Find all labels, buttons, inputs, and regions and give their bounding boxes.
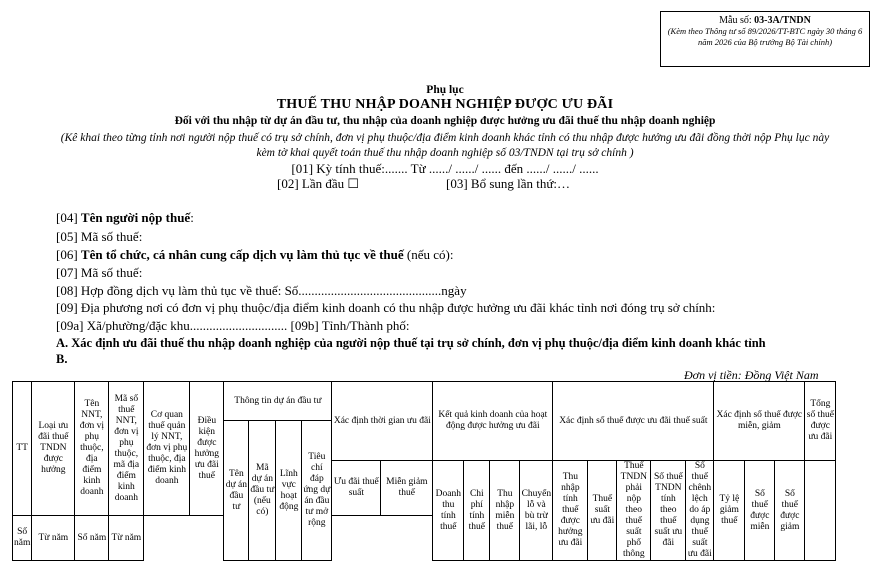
col-rate-from-year: Từ năm <box>32 516 75 561</box>
col-tax-standard-rate: Thuế TNDN phải nộp theo thuế suất phổ thông <box>617 461 651 561</box>
currency-unit: Đơn vị tiền: Đồng Việt Nam <box>684 368 819 382</box>
col-field-of-activity: Lĩnh vực hoạt động <box>276 421 302 561</box>
col-exempt-years: Số năm <box>75 516 109 561</box>
col-project-name: Tên dự án đầu tư <box>224 421 249 561</box>
col-tax-authority: Cơ quan thuế quản lý NNT, đơn vị phụ thuộc, địa điểm kinh doanh <box>144 382 190 516</box>
field-tax-id[interactable]: [05] Mã số thuế: <box>56 229 143 244</box>
col-incentive-type: Loại ưu đãi thuế TNDN được hưởng <box>32 382 75 516</box>
col-tax-difference: Số thuế chênh lệch do áp dụng thuế suất ưu đãi <box>686 461 714 561</box>
col-expansion-criteria: Tiêu chí đáp ứng dự án đầu tư mở rộng <box>302 421 332 561</box>
col-expenses: Chi phí tính thuế <box>464 461 490 561</box>
field-locality[interactable]: [09] Địa phương nơi có đơn vị phụ thuộc/địa điểm kinh doanh có thu nhập được hưởng ưu đãi khác tỉnh nơi đóng trụ sở chính: <box>56 300 716 315</box>
col-loss-carryforward: Chuyển lỗ và bù trừ lãi, lỗ <box>520 461 553 561</box>
col-taxable-income: Thu nhập tính thuế được hưởng ưu đãi <box>553 461 588 561</box>
instruction-note: (Kê khai theo từng tỉnh nơi người nộp thuế có trụ sở chính, đơn vị phụ thuộc/địa điểm kinh doanh khác tỉnh có thu nhập được hưởng ưu đãi đồng thời nộp Phụ lục này kèm tờ khai quyết toán thuế thu nhập doanh nghiệp số 03/TNDN tại trụ sở chính ) <box>60 132 830 159</box>
field-ward-province[interactable]: [09a] Xã/phường/đặc khu.............................. [09b] Tỉnh/Thành phố: <box>56 318 410 333</box>
col-revenue: Doanh thu tính thuế <box>433 461 464 561</box>
field-agent-name[interactable]: [06] Tên tổ chức, cá nhân cung cấp dịch vụ làm thủ tục về thuế (nếu có): <box>56 247 454 262</box>
col-project-code: Mã dự án đầu tư (nếu có) <box>249 421 276 561</box>
group-tax-rate-incentive-period: Ưu đãi thuế suất <box>332 461 381 516</box>
col-conditions: Điều kiện được hưởng ưu đãi thuế <box>190 382 224 516</box>
col-tax-code: Mã số thuế NNT, đơn vị phụ thuộc, mã địa điểm kinh doanh <box>109 382 144 516</box>
first-time-checkbox[interactable]: [02] Lần đầu ☐ <box>277 176 360 191</box>
group-exemption-period: Miễn giảm thuế <box>381 461 433 516</box>
group-exemption-reduction: Xác định số thuế được miễn, giảm <box>714 382 805 461</box>
group-tax-rate-incentive: Xác định số thuế được ưu đãi thuế suất <box>553 382 714 461</box>
form-code: Mẫu số: 03-3A/TNDN <box>719 15 811 26</box>
form-code-note: (Kèm theo Thông tư số 89/2026/TT-BTC ngày 30 tháng 6 năm 2026 của Bộ trưởng Bộ Tài chính) <box>667 26 863 47</box>
group-project-info: Thông tin dự án đầu tư <box>224 382 332 421</box>
form-code-box <box>660 11 870 67</box>
col-tax-incentive-rate: Số thuế TNDN tính theo thuế suất ưu đãi <box>651 461 686 561</box>
col-total-incentive: Tổng số thuế được ưu đãi <box>805 382 836 461</box>
field-taxpayer-name[interactable]: [04] Tên người nộp thuế: <box>56 210 194 225</box>
page-title: THUẾ THU NHẬP DOANH NGHIỆP ĐƯỢC ƯU ĐÃI <box>276 97 614 112</box>
col-tt: TT <box>13 382 32 516</box>
tax-period-field[interactable]: [01] Kỳ tính thuế:....... Từ ....../ ....../ ...... đến ....../ ....../ ...... <box>291 161 599 176</box>
section-a-heading: A. Xác định ưu đãi thuế thu nhập doanh nghiệp của người nộp thuế tại trụ sở chính, đơn vị phụ thuộc/địa điểm kinh doanh khác tỉnh <box>56 336 766 350</box>
section-b-heading: B. <box>56 352 68 366</box>
page-subtitle: Đối với thu nhập từ dự án đầu tư, thu nhập của doanh nghiệp được hưởng ưu đãi thuế thu nhập doanh nghiệp <box>174 115 716 127</box>
col-total-blank <box>805 461 836 561</box>
col-incentive-rate: Thuế suất ưu đãi <box>588 461 617 561</box>
col-reduced-tax: Số thuế được giảm <box>775 461 805 561</box>
col-rate-years: Số năm <box>13 516 32 561</box>
col-exempt-income: Thu nhập miễn thuế <box>490 461 520 561</box>
col-reduction-rate: Tỷ lệ giảm thuế <box>714 461 745 561</box>
group-incentive-period: Xác định thời gian ưu đãi <box>332 382 433 461</box>
field-agent-tax-id[interactable]: [07] Mã số thuế: <box>56 265 143 280</box>
col-exempted-tax: Số thuế được miễn <box>745 461 775 561</box>
col-exempt-from-year: Từ năm <box>109 516 144 561</box>
incentive-table <box>12 381 836 561</box>
field-service-contract[interactable]: [08] Hợp đồng dịch vụ làm thủ tục về thuế: Số............................................ngày <box>56 283 467 298</box>
group-business-results: Kết quả kinh doanh của hoạt động được hưởng ưu đãi <box>433 382 553 461</box>
col-taxpayer-name: Tên NNT, đơn vị phụ thuộc, địa điểm kinh doanh <box>75 382 109 516</box>
supplement-field[interactable]: [03] Bổ sung lần thứ:… <box>446 176 571 191</box>
appendix-label: Phụ lục <box>426 84 464 96</box>
